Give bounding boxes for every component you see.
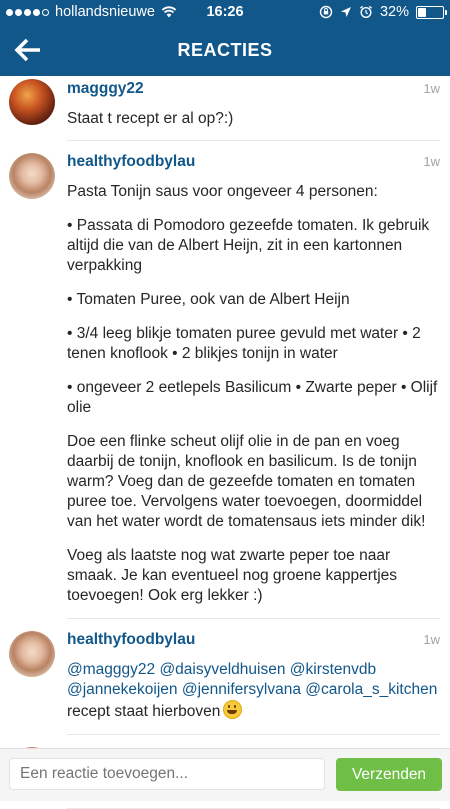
page-title: REACTIES <box>177 40 273 60</box>
location-icon <box>340 6 352 18</box>
avatar[interactable] <box>9 79 55 125</box>
comment-text: Doe een flinke scheut olijf olie in de pan en voeg daarbij de tonijn, knoflook en basilicum. Is de tonijn warm? Voeg dan de gezeefde tomaten en tomaten puree toe. Vervolgens water toevoegen, doormiddel van het water wordt de tomatensaus iets minder dik! <box>67 433 426 530</box>
comment-item <box>0 149 450 619</box>
avatar[interactable] <box>9 153 55 199</box>
comment-timestamp: 1w <box>423 81 440 96</box>
mention-link[interactable]: @magggy22 <box>67 661 156 678</box>
battery-icon <box>416 6 444 19</box>
mention-link[interactable]: @carola_s_kitchen <box>305 681 438 698</box>
grinning-face-icon <box>223 700 242 719</box>
comment-text: • Tomaten Puree, ook van de Albert Heijn <box>67 291 350 308</box>
comment-text: Staat t recept er al op?:) <box>67 110 234 127</box>
comment-text <box>67 660 440 722</box>
comment-timestamp: 1w <box>423 632 440 647</box>
rotation-lock-icon <box>319 5 333 19</box>
mention-link[interactable]: @jennifersylvana <box>181 681 301 698</box>
battery-percentage: 32% <box>379 4 409 20</box>
comment-text: • 3/4 leeg blikje tomaten puree gevuld met water • 2 tenen knoflook • 2 blikjes tonijn in water <box>67 325 421 362</box>
comment-username[interactable]: healthyfoodbylau <box>67 631 196 648</box>
comment-timestamp: 1w <box>423 154 440 169</box>
comments-feed[interactable] <box>0 76 450 748</box>
clock: 16:26 <box>206 4 244 20</box>
comment-text: • ongeveer 2 eetlepels Basilicum • Zwarte peper • Olijf olie <box>67 379 438 416</box>
alarm-icon <box>359 5 373 19</box>
avatar[interactable] <box>9 631 55 677</box>
send-button[interactable]: Verzenden <box>336 758 442 791</box>
carrier-name: hollandsnieuwe <box>55 4 155 20</box>
comment-username[interactable]: healthyfoodbylau <box>67 153 196 170</box>
mention-link[interactable]: @jannekekoijen <box>67 681 178 698</box>
comment-item <box>0 76 450 141</box>
comment-username[interactable]: magggy22 <box>67 80 144 97</box>
mention-link[interactable]: @kirstenvdb <box>289 661 377 678</box>
comment-input[interactable] <box>9 758 325 790</box>
comment-text: Pasta Tonijn saus voor ongeveer 4 personen: <box>67 183 378 200</box>
comment-text: • Passata di Pomodoro gezeefde tomaten. Ik gebruik altijd die van de Albert Heijn, zit in een kartonnen verpakking <box>67 217 430 274</box>
comment-composer <box>0 748 450 801</box>
comment-text: Voeg als laatste nog wat zwarte peper toe naar smaak. Je kan eventueel nog groene kappertjes toevoegen! Ook erg lekker :) <box>67 547 398 604</box>
comment-item <box>0 627 450 735</box>
mention-link[interactable]: @daisyveldhuisen <box>159 661 286 678</box>
comment-text-tail: recept staat hierboven <box>67 703 221 720</box>
status-bar <box>0 0 450 24</box>
navigation-bar <box>0 24 450 76</box>
